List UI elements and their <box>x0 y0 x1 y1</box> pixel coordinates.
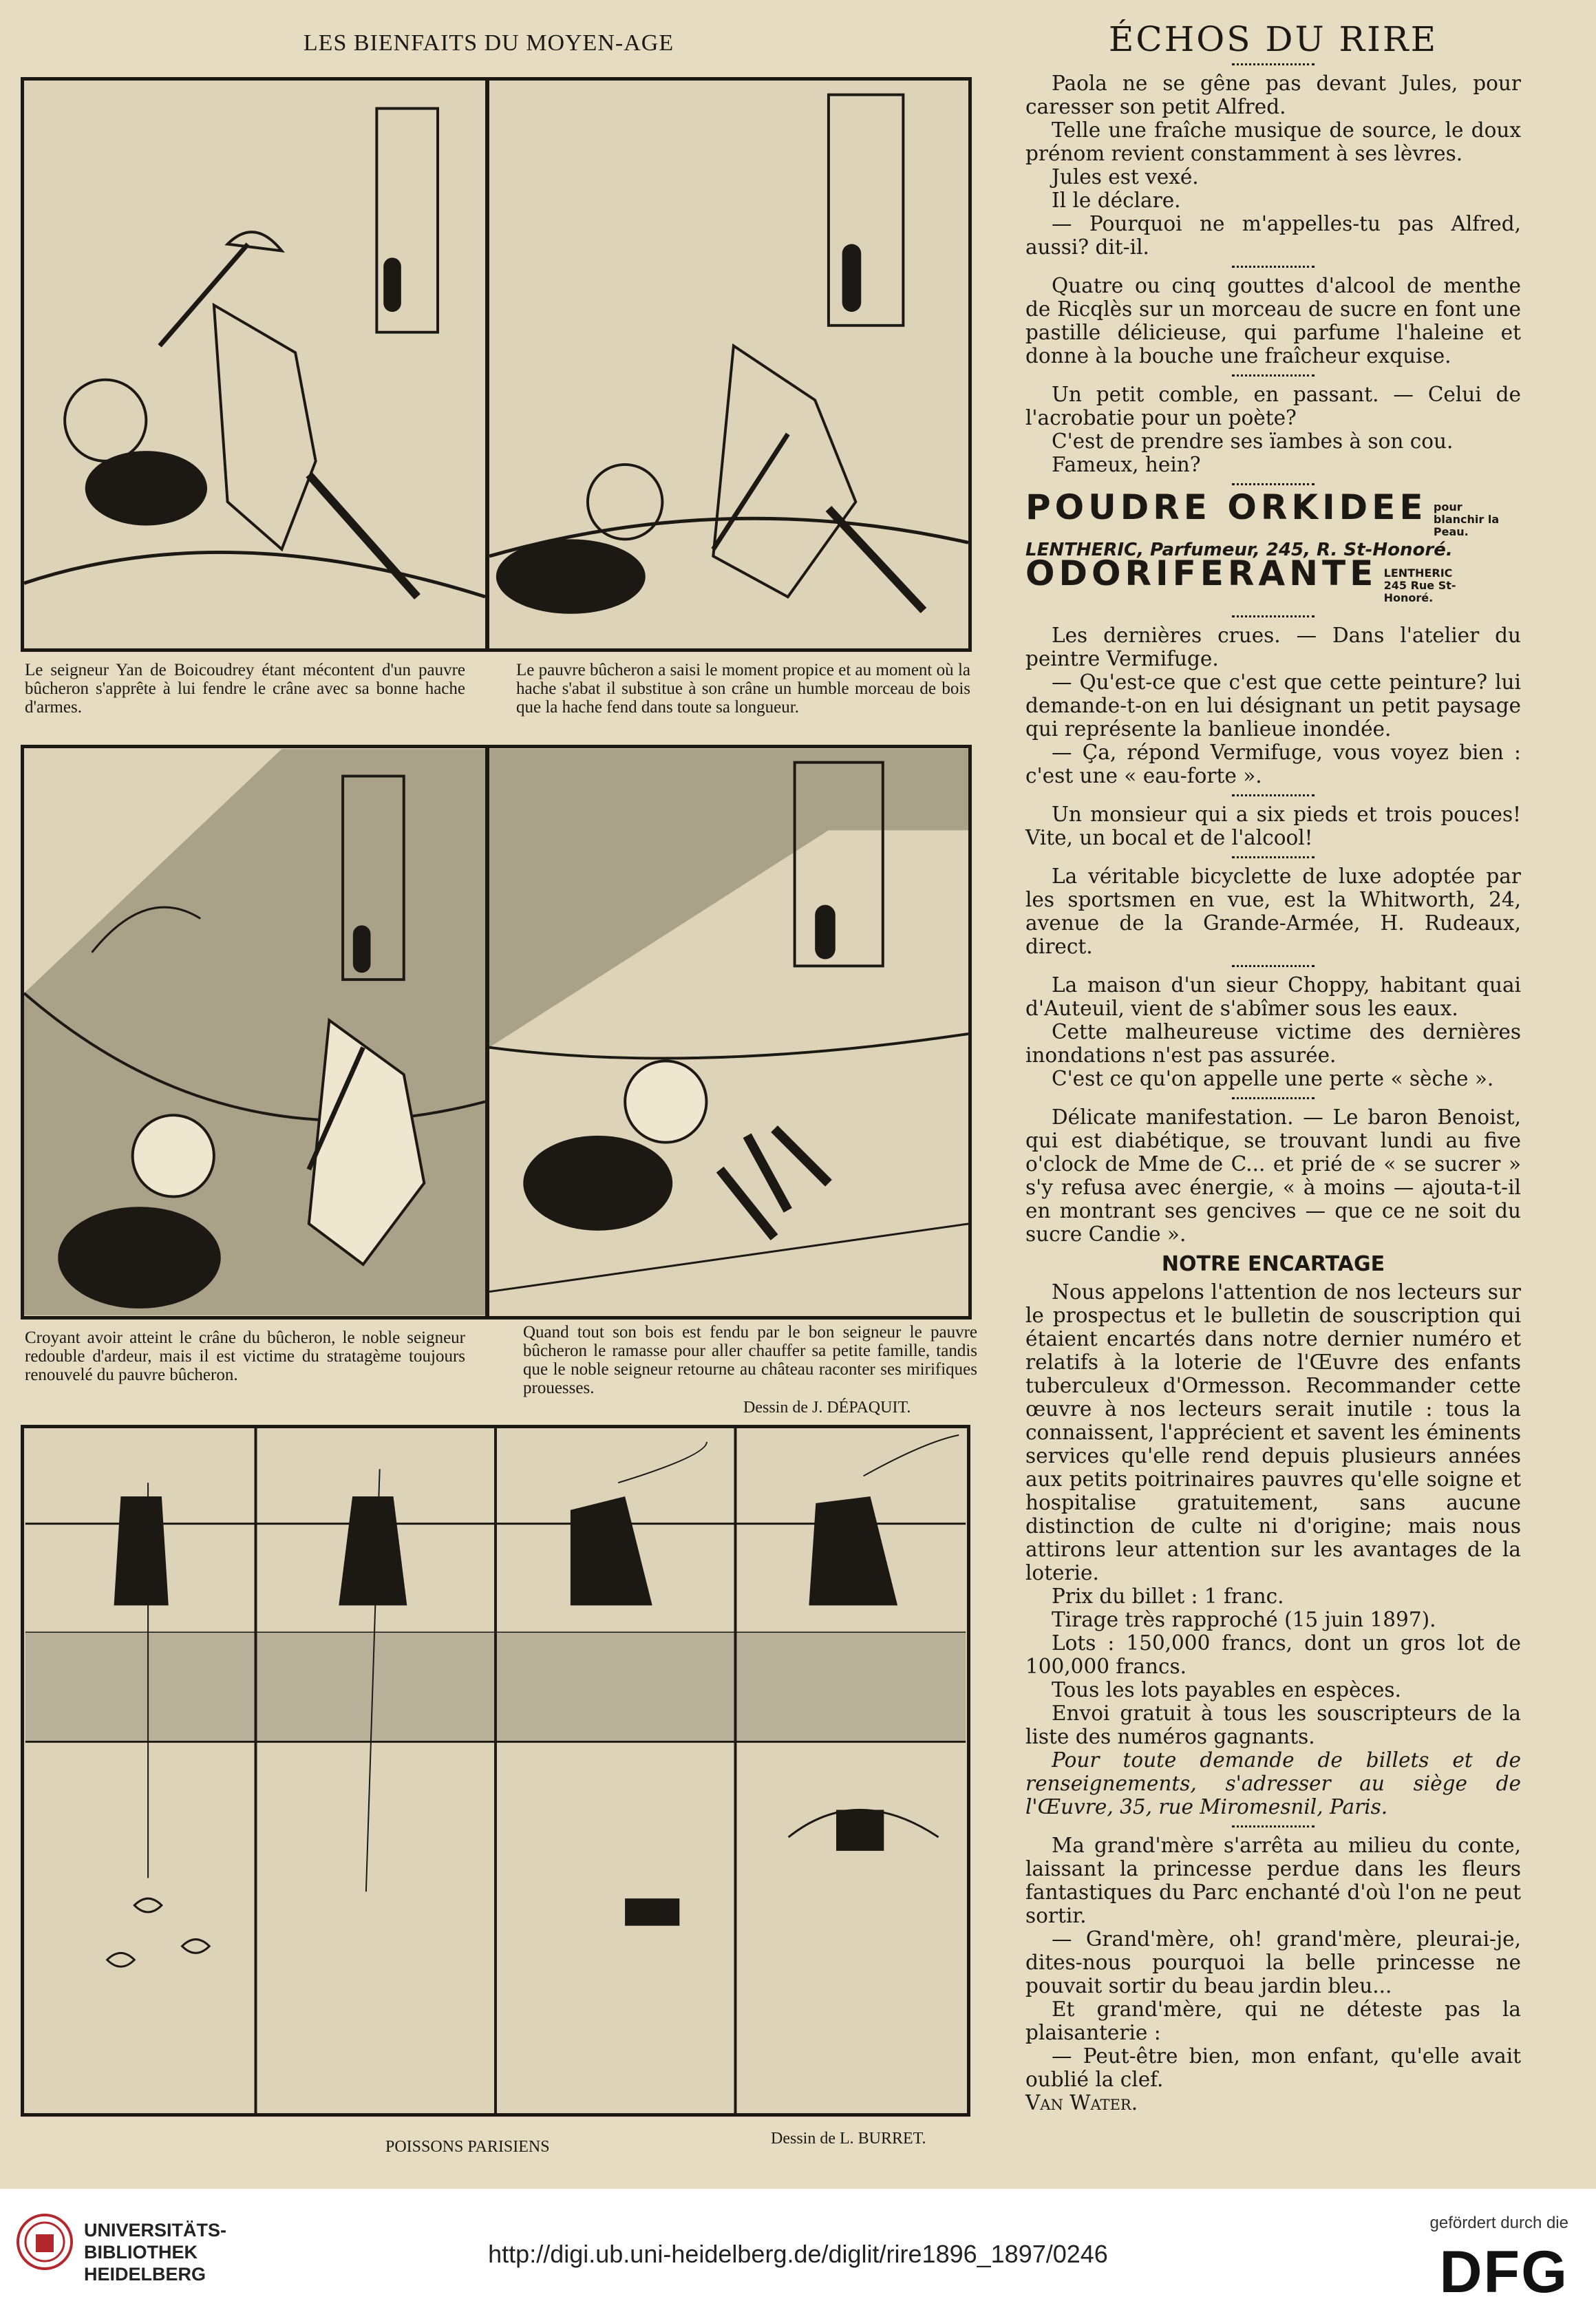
paragraph: Ma grand'mère s'arrêta au milieu du conte, laissant la princesse perdue dans les fleurs fantastiques du Parc enchanté d'où l'on ne peut sortir. <box>1025 1834 1521 1927</box>
separator <box>1025 56 1521 72</box>
lentheric-advertisement <box>1025 487 1521 604</box>
separator <box>1025 787 1521 803</box>
separator <box>1025 259 1521 274</box>
caption-1: Le seigneur Yan de Boicoudrey étant mécontent d'un pauvre bûcheron s'apprête à lui fendre le crâne avec sa bonne hache d'armes. <box>25 661 465 717</box>
caption-4: Quand tout son bois est fendu par le bon seigneur le pauvre bûcheron le ramasse pour aller chauffer sa petite famille, tandis que le noble seigneur retourne au château raconter ses mirifiques prouesses. <box>523 1323 977 1397</box>
echos-column <box>1025 19 1521 2115</box>
comic-strip-poissons <box>21 1425 970 2117</box>
paragraph: Pour toute demande de billets et de renseignements, s'adresser au siège de l'Œuvre, 35, rue Miromesnil, Paris. <box>1025 1748 1521 1819</box>
ad-product-subname: ODORIFERANTE <box>1025 553 1378 593</box>
paragraph: Telle une fraîche musique de source, le doux prénom revient constamment à ses lèvres. <box>1025 118 1521 165</box>
paragraph: Lots : 150,000 francs, dont un gros lot de 100,000 francs. <box>1025 1631 1521 1678</box>
source-url-link[interactable]: http://digi.ub.uni-heidelberg.de/diglit/rire1896_1897/0246 <box>488 2240 1108 2268</box>
separator <box>1025 958 1521 973</box>
comic-panel-1 <box>21 77 489 652</box>
ad-tagline: pour blanchir la Peau. <box>1433 500 1500 538</box>
paragraph: Les dernières crues. — Dans l'atelier du peintre Vermifuge. <box>1025 624 1521 670</box>
ad-address-small: LENTHERIC 245 Rue St-Honoré. <box>1383 566 1456 604</box>
paragraph: La maison d'un sieur Choppy, habitant quai d'Auteuil, vient de s'abîmer sous les eaux. <box>1025 973 1521 1020</box>
paragraph: — Qu'est-ce que c'est que cette peinture? lui demande-t-on en lui désignant un petit paysage qui représente la banlieue inondée. <box>1025 670 1521 741</box>
paragraph: C'est de prendre ses ïambes à son cou. <box>1052 430 1454 453</box>
panel-4-illustration <box>489 748 968 1316</box>
paragraph: Un monsieur qui a six pieds et trois pouces! Vite, un bocal et de l'alcool! <box>1025 803 1521 849</box>
separator <box>1025 1819 1521 1834</box>
paragraph: Prix du billet : 1 franc. <box>1052 1585 1284 1608</box>
panel-1-illustration <box>24 81 485 648</box>
separator <box>1025 849 1521 865</box>
paragraph: — Pourquoi ne m'appelles-tu pas Alfred, aussi? dit-il. <box>1025 212 1521 259</box>
separator <box>1025 368 1521 383</box>
library-footer <box>0 2189 1596 2310</box>
ad-address: LENTHERIC, Parfumeur, 245, R. St-Honoré. <box>1025 540 1453 560</box>
strip-title: POISSONS PARISIENS <box>385 2138 550 2156</box>
caption-2: Le pauvre bûcheron a saisi le moment propice et au moment où la hache s'abat il substitue à son crâne un humble morceau de bois que la hache fend dans toute sa longueur. <box>516 661 970 717</box>
paragraph: Cette malheureuse victime des dernières inondations n'est pas assurée. <box>1025 1020 1521 1067</box>
paragraph: Et grand'mère, qui ne déteste pas la plaisanterie : <box>1025 1998 1521 2044</box>
echos-heading: ÉCHOS DU RIRE <box>1108 19 1438 59</box>
comic-title: LES BIENFAITS DU MOYEN-AGE <box>303 30 674 56</box>
paragraph: La véritable bicyclette de luxe adoptée par les sportsmen en vue, est la Whitworth, 24, avenue de la Grande-Armée, H. Rudeaux, direct. <box>1025 865 1521 958</box>
comic-panel-4 <box>486 745 972 1320</box>
separator <box>1025 476 1521 491</box>
ad-product-name: POUDRE ORKIDEE <box>1025 487 1427 527</box>
encartage-heading: NOTRE ENCARTAGE <box>1161 1252 1385 1276</box>
paragraph: Tous les lots payables en espèces. <box>1052 1678 1401 1702</box>
paragraph: Délicate manifestation. — Le baron Benoist, qui est diabétique, se trouvant lundi au five o'clock de Mme de C... et prié de « se sucrer » s'y refusa avec énergie, « à moins — ajouta-t-il en montrant ses gencives — que ce ne soit du sucre Candie ». <box>1025 1105 1521 1246</box>
paragraph: C'est ce qu'on appelle une perte « sèche ». <box>1052 1067 1494 1090</box>
paragraph: Paola ne se gêne pas devant Jules, pour caresser son petit Alfred. <box>1025 72 1521 118</box>
panel-2-illustration <box>489 81 968 648</box>
dfg-logo: DFG <box>1439 2239 1568 2305</box>
paragraph: Il le déclare. <box>1052 189 1181 212</box>
comic-panel-3 <box>21 745 489 1320</box>
caption-3: Croyant avoir atteint le crâne du bûcheron, le noble seigneur redouble d'ardeur, mais il est victime du stratagème toujours renouvelé du pauvre bûcheron. <box>25 1328 465 1384</box>
paragraph: Un petit comble, en passant. — Celui de l'acrobatie pour un poète? <box>1025 383 1521 430</box>
poissons-strip-illustration <box>24 1428 967 2113</box>
credit-depaquit: Dessin de J. DÉPAQUIT. <box>743 1399 911 1417</box>
library-name: UNIVERSITÄTS- BIBLIOTHEK HEIDELBERG <box>84 2220 227 2285</box>
paragraph: Nous appelons l'attention de nos lecteurs sur le prospectus et le bulletin de souscription qui étaient encartés dans notre dernier numéro et relatifs à la loterie de l'Œuvre des enfants tuberculeux d'Ormesson. Recommander cette œuvre à nos lecteurs serait inutile : tous la connaissent, l'apprécient et savent les éminents services qu'elle rend depuis plusieurs années aux petits poitrinaires pauvres qu'elle soigne et hospitalise gratuitement, sans aucune distinction de culte ni d'origine; mais nous attirons leur attention sur les avantages de la loterie. <box>1025 1280 1521 1585</box>
paragraph: Quatre ou cinq gouttes d'alcool de menthe de Ricqlès sur un morceau de sucre en font une pastille délicieuse, qui parfume l'haleine et donne à la bouche une fraîcheur exquise. <box>1025 274 1521 368</box>
signature: Van Water. <box>1025 2091 1138 2115</box>
credit-burret: Dessin de L. BURRET. <box>771 2130 926 2148</box>
paragraph: Envoi gratuit à tous les souscripteurs de la liste des numéros gagnants. <box>1025 1702 1521 1748</box>
funding-note: gefördert durch die <box>1429 2214 1568 2232</box>
separator <box>1025 1090 1521 1105</box>
paragraph: Fameux, hein? <box>1052 453 1201 476</box>
paragraph: Tirage très rapproché (15 juin 1897). <box>1052 1608 1436 1631</box>
comic-panel-2 <box>486 77 972 652</box>
paragraph: — Grand'mère, oh! grand'mère, pleurai-je, dites-nous pourquoi la belle princesse ne pouvait sortir du beau jardin bleu... <box>1025 1927 1521 1998</box>
paragraph: — Ça, répond Vermifuge, vous voyez bien : c'est une « eau-forte ». <box>1025 741 1521 787</box>
paragraph: — Peut-être bien, mon enfant, qu'elle avait oublié la clef. <box>1025 2044 1521 2091</box>
separator <box>1025 608 1521 624</box>
paragraph: Jules est vexé. <box>1052 165 1199 189</box>
panel-3-illustration <box>24 748 485 1316</box>
